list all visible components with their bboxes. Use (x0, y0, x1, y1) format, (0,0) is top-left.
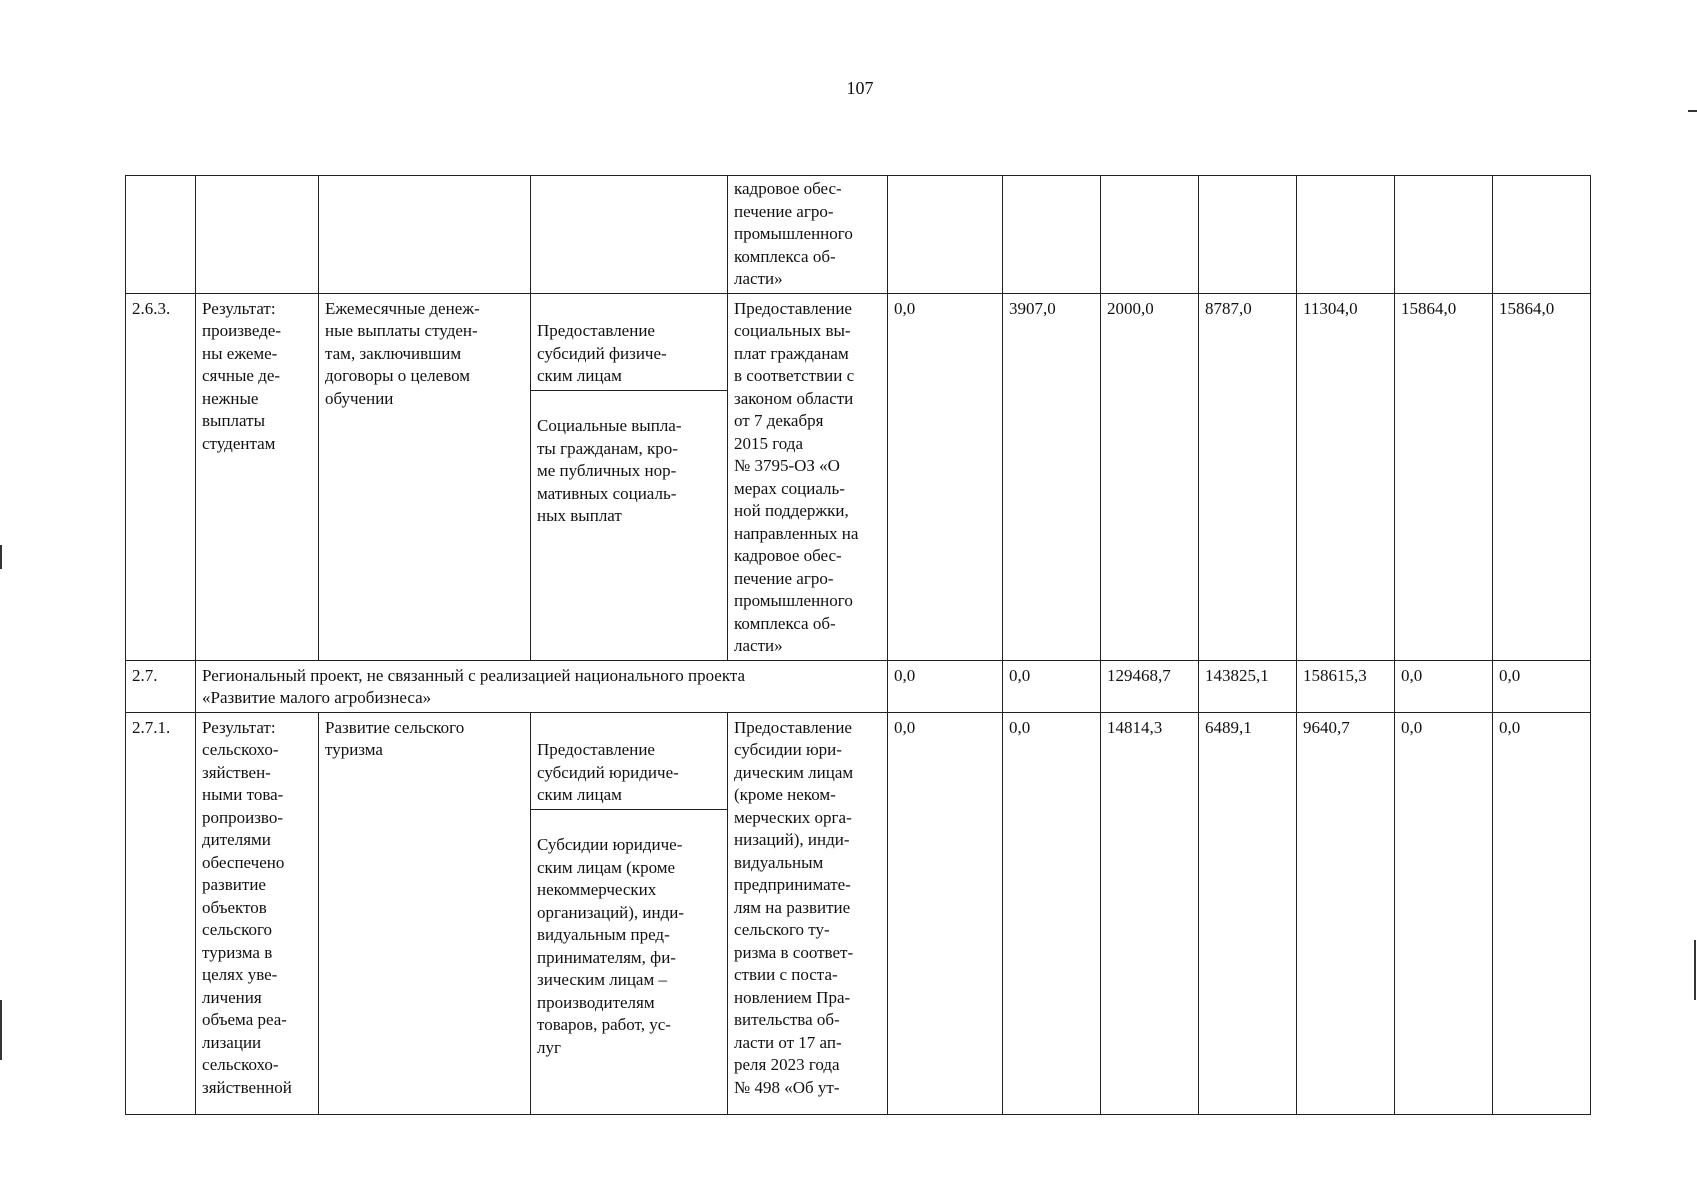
value-cell: 15864,0 (1493, 293, 1591, 660)
value-cell: 0,0 (1395, 660, 1493, 712)
value-cell: 3907,0 (1003, 293, 1101, 660)
scan-edge-mark (0, 1000, 2, 1060)
value-cell: 2000,0 (1101, 293, 1199, 660)
scan-edge-mark (0, 545, 2, 569)
table-row-2-6-3 (126, 293, 1591, 660)
value-cell: 158615,3 (1297, 660, 1395, 712)
budget-table (125, 175, 1591, 1115)
value-cell: 8787,0 (1199, 293, 1297, 660)
value-cell: 129468,7 (1101, 660, 1199, 712)
measure-cell (319, 176, 531, 294)
code-cell (126, 176, 196, 294)
expense-subtype: Социальные выпла- ты гражданам, кро- ме публичных нор- мативных социаль- ных выплат (537, 416, 682, 525)
value-cell: 9640,7 (1297, 712, 1395, 1114)
expense-type-cell (531, 712, 728, 1114)
result-cell: Результат: произведе- ны ежеме- сячные де- нежные выплаты студентам (196, 293, 319, 660)
legal-basis-cell: кадровое обес- печение агро- промышленного комплекса об- ласти» (728, 176, 888, 294)
expense-type-cell (531, 293, 728, 660)
value-cell: 0,0 (1003, 660, 1101, 712)
legal-basis-cell: Предоставление субсидии юри- дическим лицам (кроме неком- мерческих орга- низаций), инди- видуальным предпринимате- лям на развитие сельского ту- ризма в соответ- ствии с поста- новлением Пра- вительства об- ласти от 17 ап- реля 2023 года № 498 «Об ут- (728, 712, 888, 1114)
code-cell: 2.7. (126, 660, 196, 712)
code-cell: 2.6.3. (126, 293, 196, 660)
expense-subtype: Субсидии юридиче- ским лицам (кроме некоммерческих организаций), инди- видуальным пред- принимателям, фи- зическим лицам – производителям товаров, работ, ус- луг (537, 835, 685, 1057)
value-cell: 0,0 (1493, 712, 1591, 1114)
scan-edge-mark (1688, 110, 1697, 112)
value-cell: 0,0 (888, 293, 1003, 660)
value-cell: 0,0 (888, 660, 1003, 712)
value-cell (1003, 176, 1101, 294)
value-cell (1297, 176, 1395, 294)
measure-cell: Ежемесячные денеж- ные выплаты студен- там, заключившим договоры о целевом обучении (319, 293, 531, 660)
value-cell: 0,0 (1493, 660, 1591, 712)
result-cell: Результат: сельскохо- зяйствен- ными това- ропроизво- дителями обеспечено развитие объектов сельского туризма в целях уве- личения объема реа- лизации сельскохо- зяйственной (196, 712, 319, 1114)
value-cell (888, 176, 1003, 294)
value-cell (1101, 176, 1199, 294)
project-title-cell: Региональный проект, не связанный с реализацией национального проекта «Развитие малого агробизнеса» (196, 660, 888, 712)
value-cell: 0,0 (1395, 712, 1493, 1114)
value-cell: 15864,0 (1395, 293, 1493, 660)
table-row-2-7 (126, 660, 1591, 712)
table-row-2-7-1 (126, 712, 1591, 1114)
expense-type: Предоставление субсидий физиче- ским лицам (531, 316, 727, 391)
value-cell: 0,0 (888, 712, 1003, 1114)
value-cell (1199, 176, 1297, 294)
continuation-row (126, 176, 1591, 294)
value-cell (1395, 176, 1493, 294)
value-cell: 14814,3 (1101, 712, 1199, 1114)
result-cell (196, 176, 319, 294)
legal-basis-cell: Предоставление социальных вы- плат гражданам в соответствии с законом области от 7 декабря 2015 года № 3795-ОЗ «О мерах социаль- ной поддержки, направленных на кадровое обес- печение агро- промышленного комплекса об- ласти» (728, 293, 888, 660)
value-cell: 0,0 (1003, 712, 1101, 1114)
value-cell (1493, 176, 1591, 294)
page-number: 107 (846, 78, 874, 98)
expense-type-cell (531, 176, 728, 294)
value-cell: 6489,1 (1199, 712, 1297, 1114)
code-cell: 2.7.1. (126, 712, 196, 1114)
value-cell: 143825,1 (1199, 660, 1297, 712)
value-cell: 11304,0 (1297, 293, 1395, 660)
expense-type: Предоставление субсидий юридиче- ским лицам (531, 735, 727, 810)
measure-cell: Развитие сельского туризма (319, 712, 531, 1114)
scan-edge-mark (1694, 940, 1696, 1000)
